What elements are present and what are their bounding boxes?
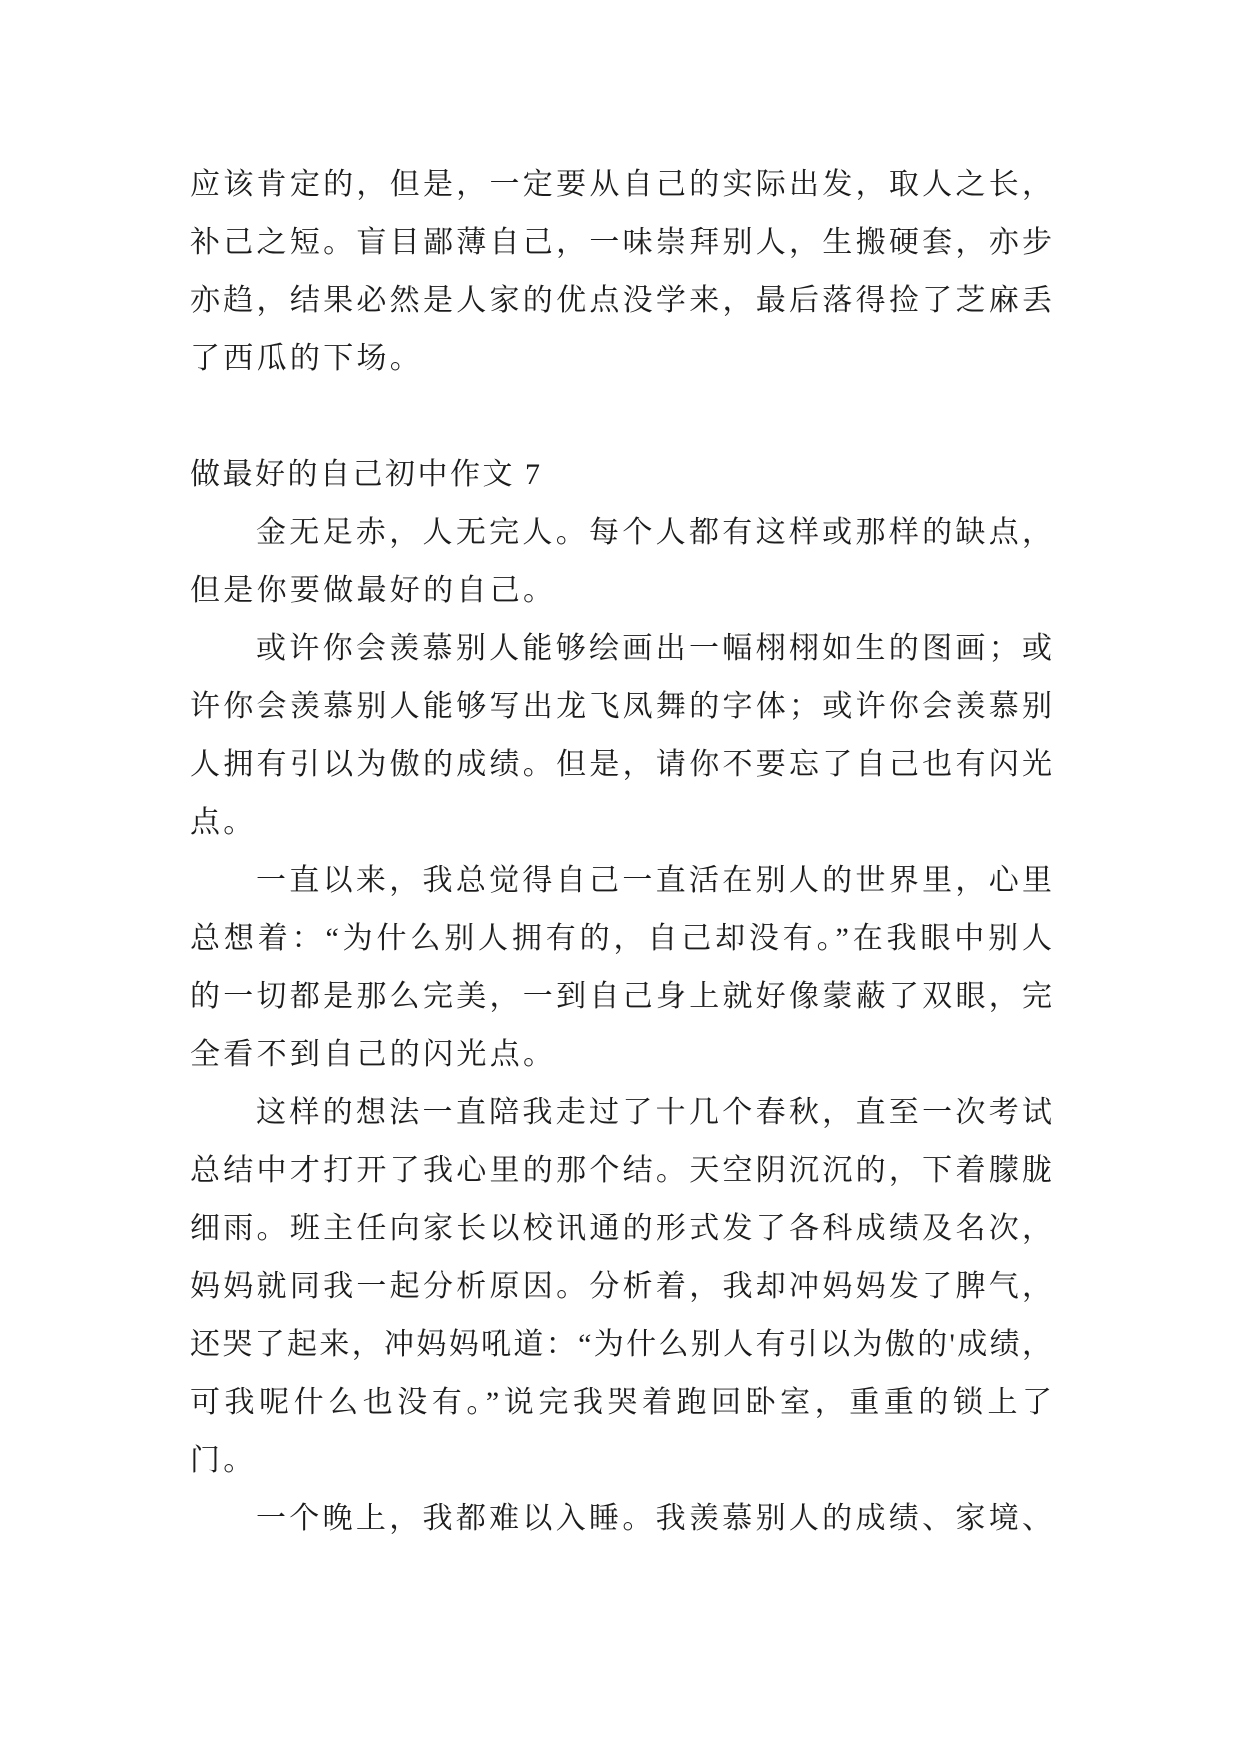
text-line: 妈妈就同我一起分析原因。分析着，我却冲妈妈发了脾气，	[190, 1270, 1052, 1303]
text-line: 金无足赤，人无完人。每个人都有这样或那样的缺点，	[256, 516, 1052, 549]
paragraph	[190, 504, 1052, 620]
text-line: 门。	[190, 1444, 257, 1477]
text-line: 细雨。班主任向家长以校讯通的形式发了各科成绩及名次，	[190, 1212, 1052, 1245]
text-line: 一直以来，我总觉得自己一直活在别人的世界里，心里	[256, 864, 1052, 897]
text-line: 全看不到自己的闪光点。	[190, 1038, 557, 1071]
text-line: 的一切都是那么完美，一到自己身上就好像蒙蔽了双眼，完	[190, 980, 1052, 1013]
text-line: 或许你会羡慕别人能够绘画出一幅栩栩如生的图画；或	[256, 632, 1052, 665]
text-line: 总结中才打开了我心里的那个结。天空阴沉沉的，下着朦胧	[190, 1154, 1052, 1187]
paragraph	[190, 1490, 1052, 1548]
paragraph	[190, 620, 1052, 852]
paragraph	[190, 1084, 1052, 1490]
text-line: 一个晚上，我都难以入睡。我羡慕别人的成绩、家境、	[256, 1502, 1052, 1535]
text-line: 人拥有引以为傲的成绩。但是，请你不要忘了自己也有闪光	[190, 748, 1052, 781]
paragraph	[190, 156, 1052, 388]
paragraph	[190, 852, 1052, 1084]
text-line: 总想着：“为什么别人拥有的，自己却没有。”在我眼中别人	[190, 922, 1052, 955]
blank-line	[190, 388, 1052, 446]
text-line: 补己之短。盲目鄙薄自己，一味崇拜别人，生搬硬套，亦步	[190, 226, 1052, 259]
text-line: 应该肯定的，但是，一定要从自己的实际出发，取人之长，	[190, 168, 1052, 201]
text-line: 点。	[190, 806, 257, 839]
document-body	[190, 156, 1052, 1548]
text-line: 可我呢什么也没有。”说完我哭着跑回卧室，重重的锁上了	[190, 1386, 1052, 1419]
text-line: 亦趋，结果必然是人家的优点没学来，最后落得捡了芝麻丢	[190, 284, 1052, 317]
essay-title: 做最好的自己初中作文 7	[190, 458, 543, 491]
text-line: 还哭了起来，冲妈妈吼道：“为什么别人有引以为傲的'成绩，	[190, 1328, 1052, 1361]
text-line: 这样的想法一直陪我走过了十几个春秋，直至一次考试	[256, 1096, 1052, 1129]
text-line: 但是你要做最好的自己。	[190, 574, 557, 607]
text-line: 许你会羡慕别人能够写出龙飞凤舞的字体；或许你会羡慕别	[190, 690, 1052, 723]
text-line: 了西瓜的下场。	[190, 342, 424, 375]
